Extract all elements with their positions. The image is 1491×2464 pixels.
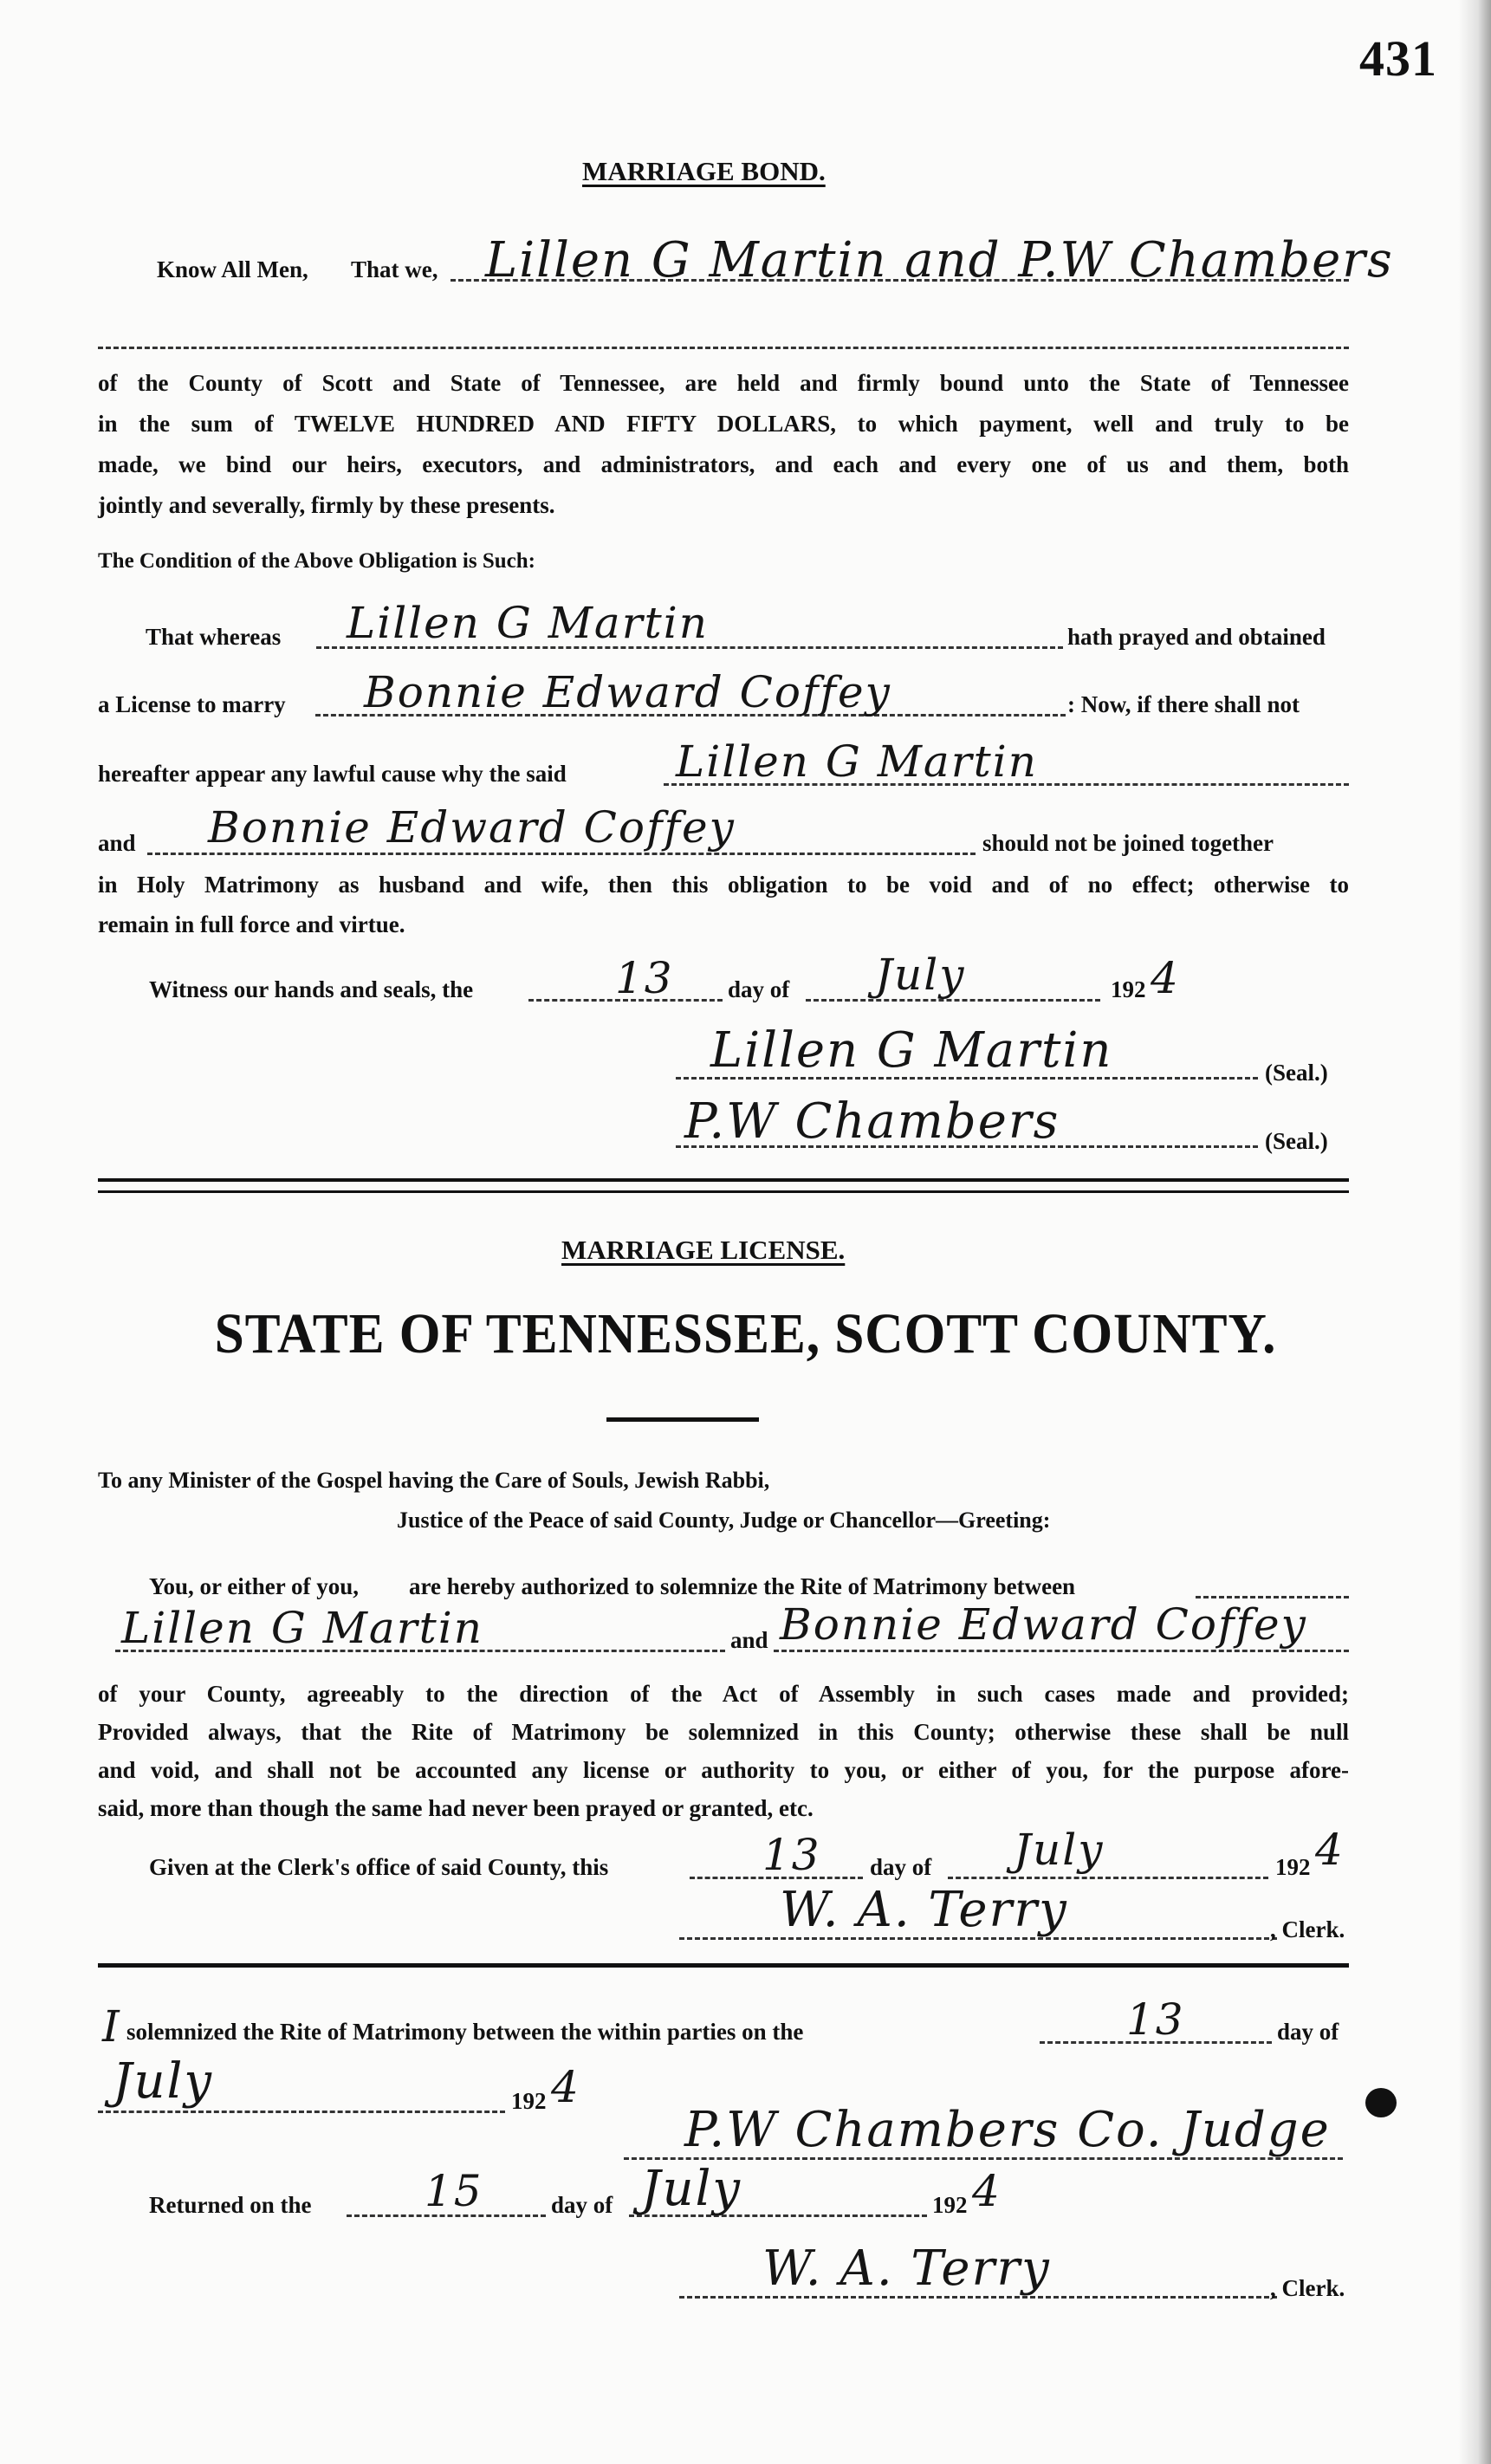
authorized-trailing-line [1196, 1596, 1349, 1598]
witness-year-handwriting: 4 [1151, 953, 1180, 1003]
know-all-men-label: Know All Men, [157, 256, 308, 282]
bond-title: MARRIAGE BOND. [582, 156, 826, 186]
returned-label: Returned on the [149, 2192, 312, 2218]
license-text-line-1: of your County, agreeably to the direction of the Act of Assembly in such cases made and provided; [98, 1681, 1349, 1707]
that-we-label: That we, [351, 256, 438, 282]
state-heading: STATE OF TENNESSEE, SCOTT COUNTY. [214, 1302, 1277, 1365]
license-to-marry-label: a License to marry [98, 691, 286, 717]
to-any-minister-line: To any Minister of the Gospel having the Care of Souls, Jewish Rabbi, [98, 1468, 770, 1493]
solemnized-day-of-label: day of [1277, 2019, 1339, 2045]
state-heading-underline [606, 1417, 759, 1422]
bond-text-line-2: in the sum of TWELVE HUNDRED AND FIFTY DOLLARS, to which payment, well and truly to be [98, 411, 1349, 437]
party-1-handwriting: Lillen G Martin [121, 1603, 483, 1653]
hereafter-label: hereafter appear any lawful cause why the said [98, 761, 567, 787]
hath-prayed-label: hath prayed and obtained [1067, 624, 1326, 650]
signature-2-handwriting: P.W Chambers [684, 1093, 1060, 1150]
should-not-label: should not be joined together [982, 830, 1274, 856]
and-handwriting: Bonnie Edward Coffey [208, 802, 736, 853]
officiant-signature-handwriting: P.W Chambers Co. Judge [684, 2102, 1331, 2158]
solemnized-month-handwriting: July [113, 2053, 214, 2110]
given-label: Given at the Clerk's office of said County, this [149, 1854, 609, 1880]
condition-heading: The Condition of the Above Obligation is Such: [98, 549, 535, 573]
party-2-handwriting: Bonnie Edward Coffey [780, 1599, 1307, 1650]
given-year-printed: 192 [1275, 1854, 1311, 1880]
returned-year-printed: 192 [932, 2192, 968, 2218]
solemnized-year-handwriting: 4 [551, 2062, 580, 2112]
seal-label-2: (Seal.) [1265, 1128, 1328, 1154]
return-clerk-label: , Clerk. [1270, 2275, 1345, 2301]
given-month-handwriting: July [1014, 1825, 1105, 1875]
spouse-handwriting: Bonnie Edward Coffey [364, 667, 891, 717]
seal-label-1: (Seal.) [1265, 1060, 1328, 1086]
bond-text-line-1: of the County of Scott and State of Tennessee, are held and firmly bound unto the State of Tennessee [98, 370, 1349, 396]
witness-year-printed: 192 [1111, 976, 1146, 1002]
license-text-line-4: said, more than though the same had never been prayed or granted, etc. [98, 1795, 814, 1821]
page-number: 431 [1359, 30, 1437, 87]
bond-text-line-3: made, we bind our heirs, executors, and administrators, and each and every one of us and them, both [98, 451, 1349, 477]
clerk-label: , Clerk. [1270, 1916, 1345, 1942]
returned-month-handwriting: July [641, 2161, 742, 2217]
return-divider [98, 1963, 1349, 1968]
said-handwriting: Lillen G Martin [676, 736, 1038, 787]
witness-month-handwriting: July [875, 950, 966, 1000]
that-whereas-label: That whereas [146, 624, 282, 650]
party-2-line [774, 1650, 1349, 1652]
applicant-handwriting: Lillen G Martin [347, 598, 709, 648]
section-divider-double [98, 1178, 1349, 1193]
return-clerk-signature-handwriting: W. A. Terry [762, 2240, 1051, 2297]
license-title: MARRIAGE LICENSE. [561, 1235, 846, 1265]
i-handwriting: I [102, 2001, 121, 2052]
solemnized-day-handwriting: 13 [1126, 1994, 1185, 2045]
justice-line: Justice of the Peace of said County, Judge or Chancellor—Greeting: [397, 1508, 1051, 1533]
witness-day-of-label: day of [728, 976, 790, 1002]
license-text-line-2: Provided always, that the Rite of Matrimony be solemnized in this County; otherwise these shall be null [98, 1719, 1349, 1745]
returned-day-of-label: day of [551, 2192, 613, 2218]
and-line [147, 853, 976, 855]
authorized-line: are hereby authorized to solemnize the Rite of Matrimony between [409, 1573, 1076, 1599]
returned-year-handwriting: 4 [972, 2166, 1002, 2216]
obligors-handwriting: Lillen G Martin and P.W Chambers [485, 232, 1394, 289]
license-text-line-3: and void, and shall not be accounted any license or authority to you, or either of you, for the purpose afore- [98, 1757, 1349, 1783]
you-or-either-label: You, or either of you, [149, 1573, 359, 1599]
and-label: and [98, 830, 136, 856]
signature-1-handwriting: Lillen G Martin [710, 1022, 1113, 1079]
remain-line: remain in full force and virtue. [98, 911, 405, 937]
party-and-label: and [730, 1627, 768, 1653]
matrimony-line: in Holy Matrimony as husband and wife, then this obligation to be void and of no effect; otherwise to [98, 872, 1349, 898]
returned-day-handwriting: 15 [425, 2166, 483, 2216]
given-day-of-label: day of [870, 1854, 932, 1880]
given-day-handwriting: 13 [762, 1830, 821, 1880]
witness-label: Witness our hands and seals, the [149, 976, 474, 1002]
solemnized-year-printed: 192 [511, 2088, 547, 2114]
ink-blot [1365, 2088, 1397, 2117]
witness-day-handwriting: 13 [615, 953, 674, 1003]
given-year-handwriting: 4 [1315, 1825, 1345, 1875]
obligors-continuation-line [98, 347, 1349, 349]
solemnized-line: solemnized the Rite of Matrimony between the within parties on the [126, 2019, 804, 2045]
clerk-signature-handwriting: W. A. Terry [780, 1882, 1068, 1938]
solemnized-month-line [98, 2111, 505, 2113]
bond-text-line-4: jointly and severally, firmly by these presents. [98, 492, 555, 518]
page-edge-shadow [1458, 0, 1491, 2464]
given-month-line [948, 1877, 1268, 1879]
now-if-label: : Now, if there shall not [1067, 691, 1300, 717]
